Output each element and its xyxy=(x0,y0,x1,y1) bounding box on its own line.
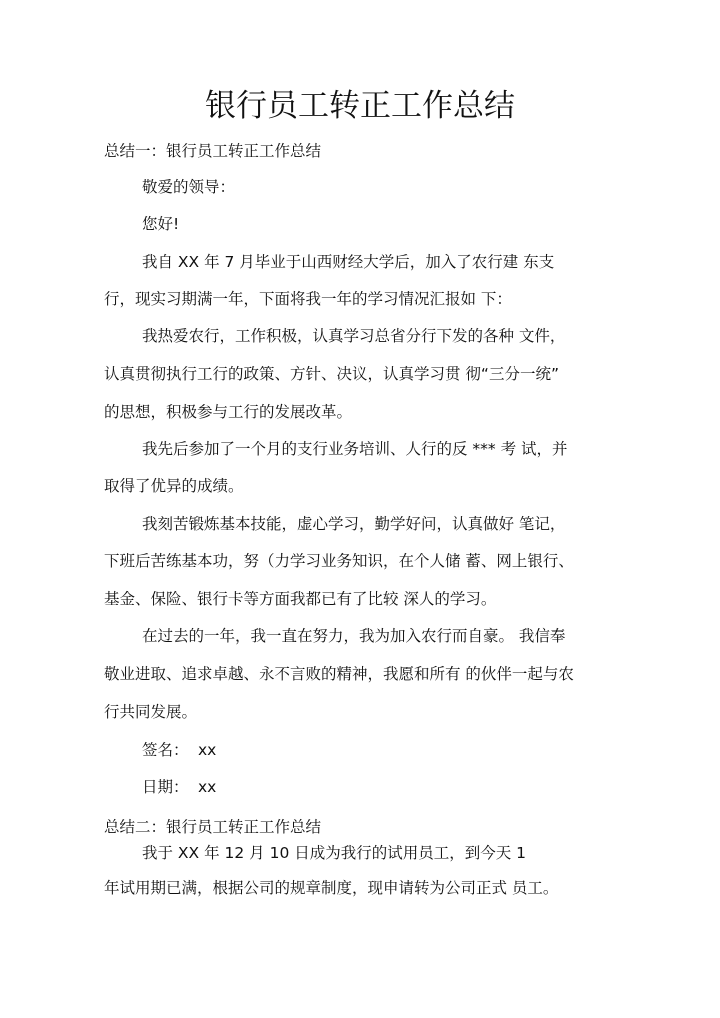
paragraph-line: 行，现实习期满一年，下面将我一年的学习情况汇报如 下： xyxy=(104,290,512,308)
salutation: 敬爱的领导： xyxy=(142,178,236,196)
paragraph-line: 我热爱农行，工作积极，认真学习总省分行下发的各种 文件， xyxy=(142,327,566,345)
paragraph-line: 取得了优异的成绩。 xyxy=(104,477,244,495)
paragraph-line: 我于 XX 年 12 月 10 日成为我行的试用员工，到今天 1 xyxy=(142,844,527,862)
paragraph-line: 下班后苦练基本功，努（力学习业务知识，在个人储 蓄、网上银行、 xyxy=(104,552,574,570)
paragraph-line: 年试用期已满，根据公司的规章制度，现申请转为公司正式 员工。 xyxy=(104,879,559,897)
document-title: 银行员工转正工作总结 xyxy=(205,88,515,124)
paragraph-line: 在过去的一年，我一直在努力，我为加入农行而自豪。 我信奉 xyxy=(142,627,566,645)
paragraph-line: 敬业进取、追求卓越、永不言败的精神，我愿和所有 的伙伴一起与农 xyxy=(104,665,574,683)
paragraph-line: 我先后参加了一个月的支行业务培训、人行的反 *** 考 试，并 xyxy=(142,440,568,458)
signature-line xyxy=(142,738,216,762)
paragraph-line: 认真贯彻执行工行的政策、方针、决议，认真学习贯 彻“三分一统” xyxy=(104,365,559,383)
paragraph-line: 我自 XX 年 7 月毕业于山西财经大学后，加入了农行建 东支 xyxy=(142,253,555,271)
paragraph-line: 基金、保险、银行卡等方面我都已有了比较 深人的学习。 xyxy=(104,590,497,608)
signature-value: xx xyxy=(198,741,217,759)
signature-label: 签名： xyxy=(142,741,189,759)
date-label: 日期： xyxy=(142,778,189,796)
date-value: xx xyxy=(198,778,217,796)
paragraph-line: 行共同发展。 xyxy=(104,703,198,721)
greeting: 您好! xyxy=(142,215,180,233)
paragraph-line: 我刻苦锻炼基本技能，虚心学习，勤学好问，认真做好 笔记， xyxy=(142,515,566,533)
paragraph-line: 的思想，积极参与工行的发展改革。 xyxy=(104,403,353,421)
date-line xyxy=(142,775,216,799)
section2-heading: 总结二：银行员工转正工作总结 xyxy=(104,818,322,836)
section1-heading: 总结一：银行员工转正工作总结 xyxy=(104,142,322,160)
